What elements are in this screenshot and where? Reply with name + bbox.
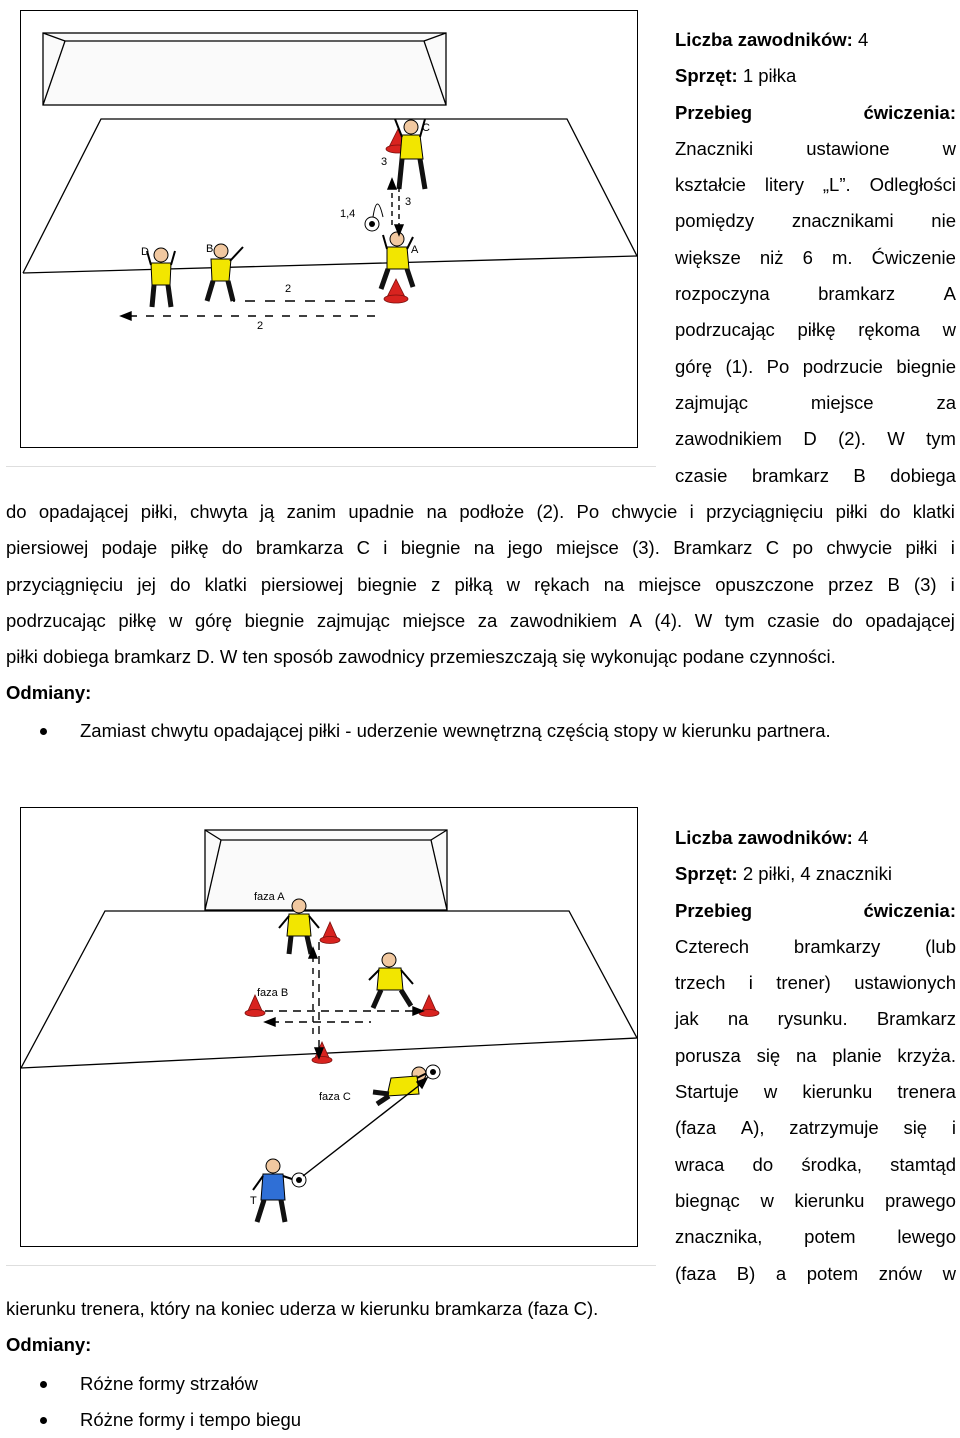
label-faza-b: faza B xyxy=(257,987,289,999)
word: bramkarz xyxy=(818,283,896,305)
goal xyxy=(205,830,447,910)
word: się xyxy=(903,1117,928,1139)
word: Znaczniki xyxy=(675,137,754,159)
goal xyxy=(43,33,446,105)
word: i xyxy=(383,537,388,559)
word: podrzucając xyxy=(675,319,775,341)
word: podłoże xyxy=(459,501,525,522)
word: tym xyxy=(724,609,755,631)
side-text-line xyxy=(675,421,956,457)
word: lewego xyxy=(897,1226,956,1248)
separator-line xyxy=(6,466,656,467)
exercise2-variant-item xyxy=(6,1402,955,1438)
exercise1-description xyxy=(6,494,955,639)
word: jego xyxy=(507,537,543,559)
word: ustawionych xyxy=(854,972,956,994)
word: krzyża. xyxy=(897,1044,956,1066)
word: Bramkarz xyxy=(673,537,753,559)
word: potem xyxy=(804,1226,856,1248)
word: zajmując xyxy=(675,391,748,413)
word: biegnie xyxy=(244,609,305,631)
word: rękoma xyxy=(858,319,920,341)
word: miejsce xyxy=(556,537,619,559)
side-text-line xyxy=(675,95,956,131)
word: Bramkarz xyxy=(876,1008,956,1030)
word: C xyxy=(356,537,370,559)
word: opuszczone xyxy=(715,573,814,595)
word: na xyxy=(603,573,625,595)
word: znów xyxy=(878,1262,922,1284)
exercise2-variants-heading: Odmiany: xyxy=(6,1334,92,1355)
word: czasie xyxy=(675,464,728,486)
word: znacznika, xyxy=(675,1226,763,1248)
side-text-line xyxy=(675,1219,956,1255)
word: za xyxy=(936,391,956,413)
variant-text: Różne formy i tempo biegu xyxy=(80,1409,302,1430)
side-text-line xyxy=(675,1001,956,1037)
word: a xyxy=(775,1262,787,1284)
word: pomiędzy xyxy=(675,210,755,232)
word: zajmując xyxy=(316,609,390,631)
word: się xyxy=(756,1044,781,1066)
side-text-line xyxy=(675,1256,956,1292)
word: na xyxy=(426,501,448,522)
word: Po xyxy=(576,501,600,522)
word: zatrzymuje xyxy=(789,1117,879,1139)
word: Przebieg xyxy=(675,899,753,921)
goalkeeper-faza-c xyxy=(373,1065,440,1104)
word: miejsce xyxy=(810,391,874,413)
side-text-line xyxy=(675,131,956,167)
word: piłkę xyxy=(118,609,157,631)
word: (3) xyxy=(913,573,937,595)
word: Po xyxy=(766,355,790,377)
word: B) xyxy=(736,1262,756,1284)
word: ustawione xyxy=(806,137,890,159)
word: podaje xyxy=(101,537,158,559)
word: jej xyxy=(137,573,156,595)
word: i xyxy=(950,573,955,595)
exercise1-variants-heading: Odmiany: xyxy=(6,682,92,703)
field-value: 1 piłka xyxy=(737,65,797,87)
word: Przebieg xyxy=(675,101,753,123)
word: Startuje xyxy=(675,1081,739,1103)
word: Czterech xyxy=(675,935,750,957)
word: i xyxy=(748,972,753,994)
exercise1-diagram xyxy=(20,10,638,448)
word: górę xyxy=(675,355,713,377)
exercise2-last-line: kierunku trenera, który na koniec uderza w kierunku bramkarza (faza C). xyxy=(6,1298,599,1319)
label-faza-c: faza C xyxy=(319,1091,351,1103)
label-d: D xyxy=(141,246,149,258)
penalty-area xyxy=(23,119,637,273)
word: (1). xyxy=(725,355,754,377)
word: piłką xyxy=(454,573,493,595)
word: klatki xyxy=(912,501,955,522)
word: po xyxy=(792,537,813,559)
variant-text: Różne formy strzałów xyxy=(80,1373,258,1394)
word: biegnie xyxy=(896,355,956,377)
label-step-1-4: 1,4 xyxy=(340,208,356,220)
text-line xyxy=(6,603,955,639)
side-text-line xyxy=(675,458,956,494)
field-value: 4 xyxy=(852,827,869,848)
word: w xyxy=(760,1189,774,1211)
field-value: 2 piłki, 4 znaczniki xyxy=(737,863,892,885)
movement-arrows xyxy=(265,942,427,1176)
word: piłkę xyxy=(797,319,836,341)
word: piłki, xyxy=(140,501,178,522)
word: rękach xyxy=(534,573,590,595)
exercise1-variant-item xyxy=(6,713,955,749)
player-d xyxy=(147,248,175,307)
exercise2-variant-item xyxy=(6,1366,955,1402)
side-text-line xyxy=(675,240,956,276)
label-step-2b: 2 xyxy=(257,320,264,332)
separator-line xyxy=(6,1265,656,1266)
word: chwycie xyxy=(826,537,893,559)
word: m. xyxy=(832,246,853,268)
word: piłki xyxy=(905,537,938,559)
field-label: Liczba zawodników: xyxy=(675,29,853,50)
field-label: Liczba zawodników: xyxy=(675,827,853,848)
field-value: 4 xyxy=(852,29,869,50)
word: do xyxy=(832,609,853,631)
word: D xyxy=(803,428,817,450)
label-step-3b: 3 xyxy=(405,196,412,208)
side-text-line xyxy=(675,1147,956,1183)
word: w xyxy=(942,137,956,159)
word: B xyxy=(887,573,900,595)
word: piersiowej xyxy=(260,573,344,595)
label-step-3a: 3 xyxy=(381,156,388,168)
exercise2-diagram xyxy=(20,807,638,1247)
side-text-line xyxy=(675,385,956,421)
word: bramkarza xyxy=(255,537,344,559)
word: większe xyxy=(675,246,741,268)
word: do xyxy=(879,501,901,522)
word: 6 xyxy=(802,246,813,268)
word: za xyxy=(477,609,498,631)
word: (2). xyxy=(536,501,565,522)
word: na xyxy=(473,537,495,559)
word: kierunku xyxy=(802,1081,873,1103)
text-line xyxy=(6,567,955,603)
word: upadnie xyxy=(348,501,415,522)
word: A xyxy=(943,283,956,305)
word: niż xyxy=(759,246,784,268)
word: z xyxy=(431,573,441,595)
word: tym xyxy=(926,428,956,450)
bullet-dot xyxy=(40,1417,47,1424)
exercise1-side-text xyxy=(675,22,956,494)
word: nie xyxy=(931,210,956,232)
side-text-line xyxy=(675,1038,956,1074)
label-a: A xyxy=(411,244,419,256)
word: górę xyxy=(194,609,233,631)
side-text-line xyxy=(675,856,956,892)
word: bramkarz xyxy=(751,464,829,486)
word: Odległości xyxy=(869,174,956,196)
word: kształcie xyxy=(675,174,746,196)
word: dobiega xyxy=(890,464,956,486)
word: i xyxy=(951,1117,956,1139)
word: podrzucie xyxy=(802,355,883,377)
side-text-line xyxy=(675,1110,956,1146)
word: planie xyxy=(832,1044,882,1066)
word: stamtąd xyxy=(890,1153,956,1175)
word: przyciągnięciu xyxy=(706,501,824,522)
word: rozpoczyna xyxy=(675,283,770,305)
word: biegnąc xyxy=(675,1189,740,1211)
word: ją xyxy=(259,501,275,522)
text-line xyxy=(6,530,955,566)
word: (2). xyxy=(838,428,866,450)
exercise1-last-line: piłki dobiega bramkarz D. W ten sposób zawodnicy przemieszczają się wykonując podane czynności. xyxy=(6,646,836,667)
word: bramkarzy xyxy=(793,935,881,957)
label-trener: T xyxy=(250,1195,257,1207)
word: na xyxy=(727,1008,749,1030)
word: do xyxy=(169,573,191,595)
word: zanim xyxy=(286,501,336,522)
word: (faza xyxy=(675,1117,717,1139)
word: piłkę xyxy=(170,537,209,559)
bullet-dot xyxy=(40,728,47,735)
coach xyxy=(253,1159,306,1222)
variant-text: Zamiast chwytu opadającej piłki - uderzenie wewnętrzną częścią stopy w kierunku partnera. xyxy=(80,720,831,741)
side-text-line xyxy=(675,820,956,856)
word: czasie xyxy=(767,609,820,631)
word: (faza xyxy=(675,1262,717,1284)
field-label: Sprzęt: xyxy=(675,65,738,87)
word: miejsce xyxy=(402,609,466,631)
side-text-line xyxy=(675,893,956,929)
side-text-line xyxy=(675,203,956,239)
word: znacznikami xyxy=(791,210,894,232)
goalkeeper-faza-b xyxy=(369,953,413,1008)
word: w xyxy=(763,1081,778,1103)
side-text-line xyxy=(675,22,956,58)
word: C xyxy=(765,537,780,559)
word: zawodnikiem xyxy=(675,428,782,450)
word: potem xyxy=(806,1262,859,1284)
side-text-line xyxy=(675,58,956,94)
side-text-line xyxy=(675,349,956,385)
word: biegnie xyxy=(400,537,461,559)
word: chwyta xyxy=(190,501,248,522)
side-text-line xyxy=(675,276,956,312)
exercise2-side-text xyxy=(675,820,956,1292)
text-line xyxy=(6,494,955,530)
word: wraca xyxy=(675,1153,725,1175)
word: kierunku xyxy=(794,1189,865,1211)
side-text-line xyxy=(675,167,956,203)
word: środka, xyxy=(801,1153,862,1175)
exercise1-field xyxy=(21,11,637,447)
word: piłki xyxy=(835,501,868,522)
word: trenera xyxy=(897,1081,956,1103)
word: przyciągnięciu xyxy=(6,573,124,595)
label-faza-a: faza A xyxy=(254,891,285,903)
word: zawodnikiem xyxy=(509,609,617,631)
word: jak xyxy=(675,1008,699,1030)
bullet-dot xyxy=(40,1381,47,1388)
word: „L”. xyxy=(822,174,851,196)
side-text-line xyxy=(675,1183,956,1219)
label-b: B xyxy=(206,243,214,255)
word: rysunku. xyxy=(777,1008,848,1030)
word: i xyxy=(950,537,955,559)
word: ćwiczenia: xyxy=(863,101,956,123)
word: A xyxy=(629,609,642,631)
word: porusza xyxy=(675,1044,741,1066)
word: w xyxy=(942,319,956,341)
word: na xyxy=(795,1044,817,1066)
word: klatki xyxy=(204,573,247,595)
field-label: Sprzęt: xyxy=(675,863,738,885)
word: i xyxy=(689,501,694,522)
word: do xyxy=(6,501,27,522)
ball-path xyxy=(373,204,383,217)
word: B xyxy=(853,464,866,486)
word: ćwiczenia: xyxy=(863,899,956,921)
word: litery xyxy=(764,174,804,196)
word: podrzucając xyxy=(6,609,106,631)
side-text-line xyxy=(675,1074,956,1110)
word: (lub xyxy=(925,935,956,957)
label-c: C xyxy=(422,122,430,134)
player-c xyxy=(395,119,425,189)
word: Ćwiczenie xyxy=(871,246,956,268)
word: trener) xyxy=(776,972,831,994)
word: w xyxy=(506,573,520,595)
side-text-line xyxy=(675,312,956,348)
word: miejsce xyxy=(638,573,702,595)
word: prawego xyxy=(885,1189,956,1211)
word: w xyxy=(169,609,183,631)
word: W xyxy=(694,609,713,631)
word: W xyxy=(887,428,905,450)
word: chwycie xyxy=(611,501,678,522)
side-text-line xyxy=(675,929,956,965)
exercise2-field xyxy=(21,808,637,1246)
word: trzech xyxy=(675,972,726,994)
label-step-2a: 2 xyxy=(285,283,292,295)
word: przez xyxy=(828,573,874,595)
side-text-line xyxy=(675,965,956,1001)
word: (4). xyxy=(654,609,683,631)
word: do xyxy=(752,1153,774,1175)
word: opadającej xyxy=(38,501,129,522)
word: A), xyxy=(740,1117,765,1139)
word: piersiowej xyxy=(6,537,89,559)
word: do xyxy=(221,537,243,559)
word: biegnie xyxy=(357,573,417,595)
word: (3). xyxy=(632,537,660,559)
word: w xyxy=(942,1262,956,1284)
ball xyxy=(365,217,379,231)
word: opadającej xyxy=(865,609,955,631)
